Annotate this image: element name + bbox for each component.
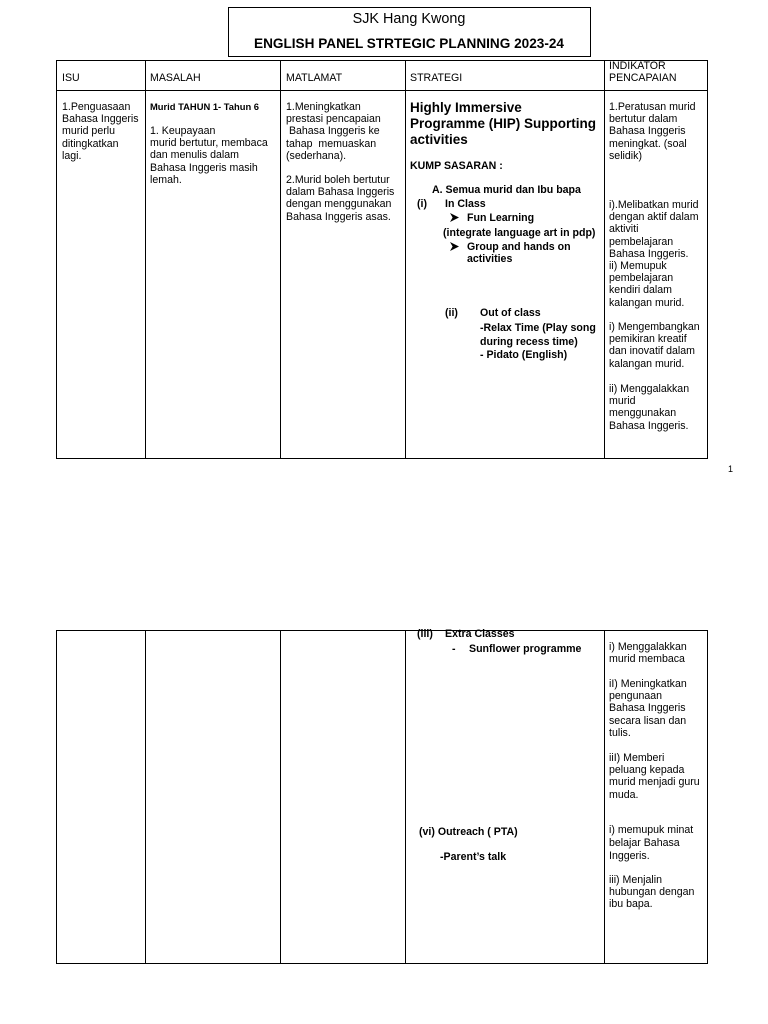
column-header-masalah: MASALAH [150,72,201,84]
column-divider [280,630,281,964]
column-divider [405,630,406,964]
indikator-item: i) Menggalakkan murid membaca [609,641,687,666]
column-divider [280,60,281,459]
document-title: ENGLISH PANEL STRTEGIC PLANNING 2023-24 [254,36,564,51]
column-header-matlamat: MATLAMAT [286,72,343,84]
masalah-text: 1. Keupayaan murid bertutur, membaca dan menulis dalam Bahasa Inggeris masih lemah. [150,125,268,186]
extra-classes-number: (iii) [417,628,433,640]
out-of-class-item: -Relax Time (Play song during recess time) [480,322,596,348]
target-group: A. Semua murid dan Ibu bapa [432,184,581,196]
column-header-indikator: INDIKATOR PENCAPAIAN [609,60,677,85]
indikator-item: i) Mengembangkan pemikiran kreatif dan inovatif dalam kalangan murid. [609,321,700,370]
matlamat-item: 2.Murid boleh bertutur dalam Bahasa Inggeris dengan menggunakan Bahasa Inggeris asas. [286,174,395,223]
column-header-strategi: STRATEGI [410,72,463,84]
extra-classes-label: Extra Classes [445,628,515,640]
school-name: SJK Hang Kwong [352,11,466,27]
indikator-item: i) memupuk minat belajar Bahasa Inggeris. [609,824,694,862]
out-of-class-item: - Pidato (English) [480,349,568,361]
column-header-isu: ISU [62,72,80,84]
matlamat-item: 1.Meningkatkan prestasi pencapaian Bahasa Inggeris ke tahap memuaskan (sederhana). [286,101,381,162]
column-divider [604,630,605,964]
outreach-label: (vi) Outreach ( PTA) [419,826,518,838]
in-class-note: (integrate language art in pdp) [443,227,596,239]
indikator-item: ii) Menggalakkan murid menggunakan Bahasa Inggeris. [609,383,690,432]
indikator-item: iii) Menjalin hubungan dengan ibu bapa. [609,874,695,911]
masalah-target: Murid TAHUN 1- Tahun 6 [150,101,260,112]
out-of-class-label: Out of class [480,307,541,319]
in-class-number: (i) [417,198,427,210]
in-class-label: In Class [445,198,486,210]
indikator-item: iI) Meningkatkan pengunaan Bahasa Inggeris secara lisan dan tulis. [609,678,687,739]
indikator-item: 1.Peratusan murid bertutur dalam Bahasa Inggeris meningkat. (soal selidik) [609,101,696,162]
indikator-item: iiI) Memberi peluang kepada murid menjadi guru muda. [609,752,700,801]
out-of-class-number: (ii) [445,307,458,319]
extra-classes-dash: - [452,643,456,655]
column-divider [604,60,605,459]
indikator-item: i).Melibatkan murid dengan aktif dalam aktiviti pembelajaran Bahasa Inggeris. ii) Memupuk pembelajaran kendiri dalam kalangan murid. [609,199,699,309]
header-row-divider [56,90,708,91]
extra-classes-item: Sunflower programme [469,643,582,655]
in-class-item: Fun Learning [467,212,535,224]
column-divider [405,60,406,459]
in-class-item: Group and hands on activities [467,241,571,266]
column-divider [145,630,146,964]
outreach-item: -Parent’s talk [440,851,507,863]
arrowhead-bullet-icon [450,213,459,222]
target-group-label: KUMP SASARAN : [410,160,503,172]
page-number: 1 [728,464,734,474]
strategi-heading: Highly Immersive Programme (HIP) Supporting activities [410,100,597,147]
isu-text: 1.Penguasaan Bahasa Inggeris murid perlu ditingkatkan lagi. [62,101,139,162]
column-divider [145,60,146,459]
arrowhead-bullet-icon [450,242,459,251]
